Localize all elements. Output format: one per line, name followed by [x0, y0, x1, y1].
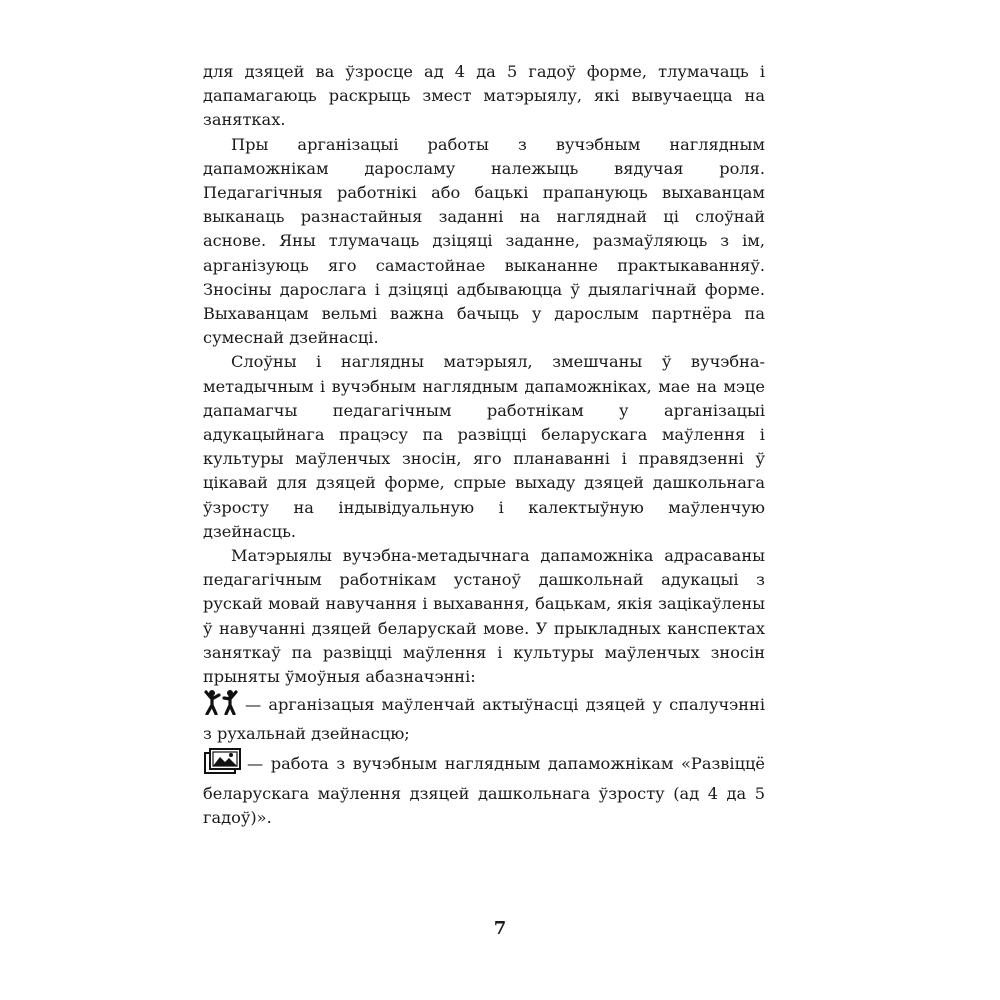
- legend-text-book: — работа з вучэбным наглядным дапаможнікам «Развіццё беларускага маўлення дзяцей дашкольнага ўзросту (ад 4 да 5 гадоў)».: [203, 753, 765, 828]
- paragraph-audience: Матэрыялы вучэбна-метадычнага дапаможніка адрасаваны педагагічным работнікам устаноў дашкольнай адукацыі з рускай мовай навучання і выхавання, бацькам, якія зацікаўлены ў навучанні дзяцей беларускай мове. У прыкладных канспектах заняткаў па развіцці маўлення і культуры маўленчых зносін прыняты ўмоўныя абазначэнні:: [203, 546, 765, 687]
- paragraph-material: Слоўны і наглядны матэрыял, змешчаны ў вучэбна-метадычным і вучэбным наглядным дапаможніках, мае на мэце дапамагчы педагагічным работнікам у арганізацыі адукацыйнага працэсу па развіцці беларускага маўлення і культуры маўленчых зносін, яго планаванні і правядзенні ў цікавай для дзяцей форме, спрые выхаду дзяцей дашкольнага ўзросту на індывідуальную і калектыўную маўленчую дзейнасць.: [203, 352, 765, 541]
- main-text: [203, 60, 765, 830]
- paragraph-adult-role: Пры арганізацыі работы з вучэбным наглядным дапаможнікам дарослaму належыць вядучая роля. Педагагічныя работнікі або бацькі прапануюць выхаванцам выканаць разнастайныя заданні на нагляднай ці слоўнай аснове. Яны тлумачаць дзіцяці заданне, размаўляюць з ім, арганізуюць яго самастойнае выкананне практыкаванняў. Зносіны дарослага і дзіцяці адбываюцца ў дыялагічнай форме. Выхаванцам вельмі важна бачыць у дарослым партнёра па сумеснай дзейнасці.: [203, 134, 765, 348]
- dancing-children-icon: [203, 689, 241, 722]
- page-number: 7: [493, 918, 507, 939]
- legend-item-book: [203, 747, 765, 831]
- legend-item-movement: [203, 689, 765, 746]
- paragraph-continuation: для дзяцей ва ўзросце ад 4 да 5 гадоў форме, тлумачаць і дапамагаюць раскрыць змест матэрыялу, які вывучаецца на занятках.: [203, 62, 765, 130]
- picture-book-icon: [203, 747, 243, 782]
- legend-text-movement: — арганізацыя маўленчай актыўнасці дзяцей у спалучэнні з рухальнай дзейнасцю;: [203, 695, 765, 744]
